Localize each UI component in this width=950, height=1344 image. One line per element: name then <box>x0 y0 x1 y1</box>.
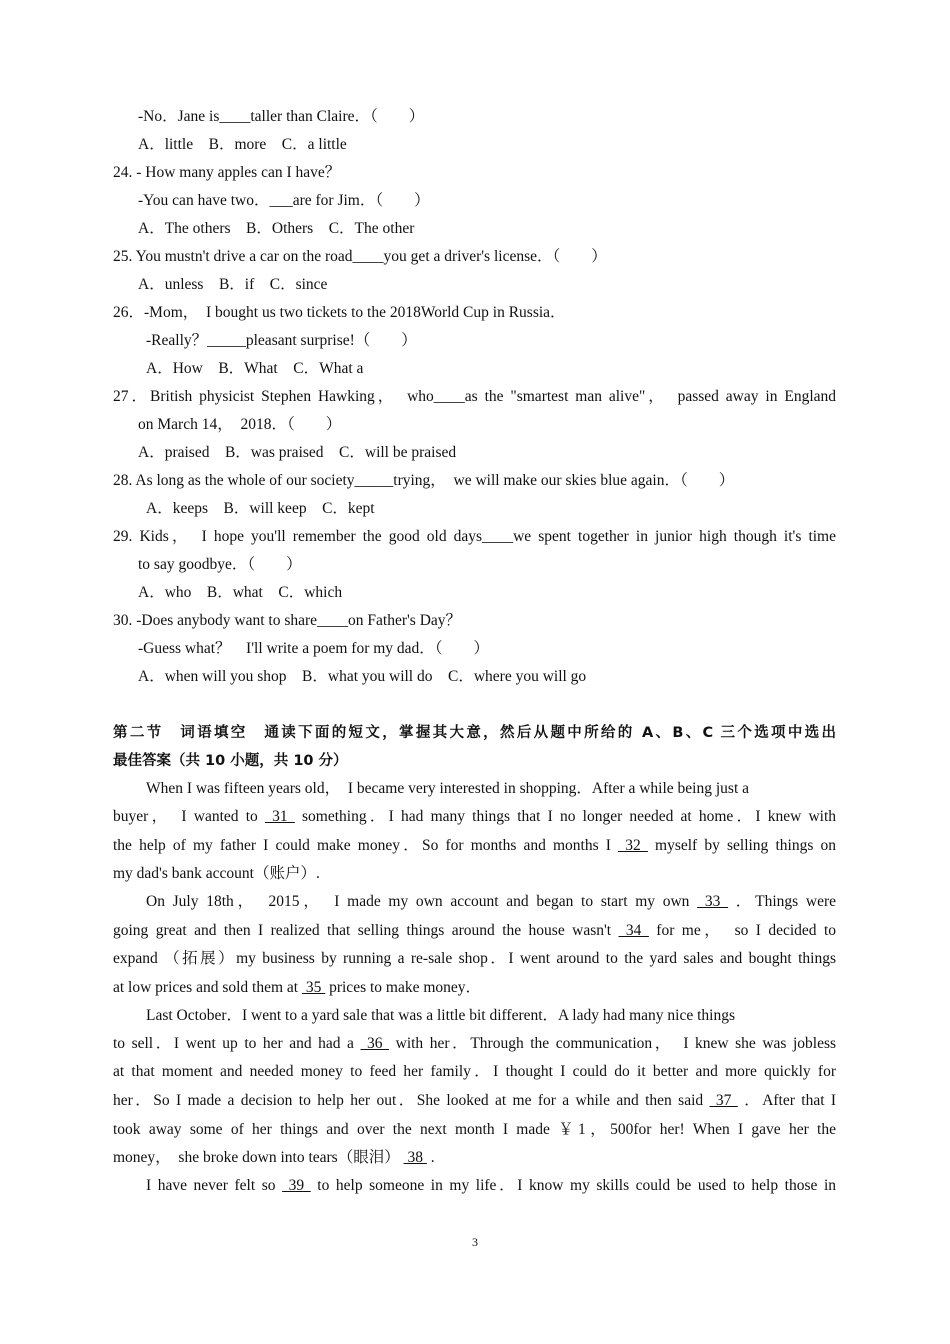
blank-number: 39 <box>282 1177 311 1194</box>
q25-options: A．unless B．if C．since <box>138 276 328 293</box>
passage-line: at low prices and sold them at 35 prices to make money． <box>113 979 482 996</box>
blank-number: 37 <box>709 1092 738 1109</box>
passage-line: When I was fifteen years old， I became very interested in shopping．After a while being just a <box>146 780 750 797</box>
q24-line1: 24. - How many apples can I have？ <box>113 164 341 181</box>
passage-line: her．So I made a decision to help her out．She looked at me for a while and then said 37 ．After that I <box>113 1092 837 1109</box>
passage-line: Last October．I went to a yard sale that was a little bit different．A lady had many nice things <box>146 1007 735 1024</box>
passage-line: going great and then I realized that selling things around the house wasn't 34 for me， so I decided to <box>113 922 837 939</box>
q29-line1: 29. Kids， I hope you'll remember the good old days____we spent together in junior high though it's time <box>113 528 836 545</box>
q27-line1: 27．British physicist Stephen Hawking， who____as the "smartest man alive"， passed away in England <box>113 388 836 405</box>
page-number: 3 <box>472 1235 478 1249</box>
q30-options: A．when will you shop B．what you will do C．where you will go <box>138 668 587 685</box>
q26-line2: -Really？_____pleasant surprise!（ ） <box>146 332 417 349</box>
q28-line: 28. As long as the whole of our society_____trying， we will make our skies blue again．（ ） <box>113 472 735 489</box>
passage-line: my dad's bank account（账户）. <box>113 865 320 882</box>
passage-line: On July 18th， 2015， I made my own account and began to start my own 33 ．Things were <box>146 893 837 910</box>
q30-line2: -Guess what？ I'll write a poem for my dad．（ ） <box>138 640 490 657</box>
blank-number: 31 <box>264 808 295 825</box>
passage-line: to sell．I went up to her and had a 36 with her．Through the communication， I knew she was jobless <box>113 1035 837 1052</box>
blank-number: 33 <box>697 893 729 910</box>
section2-heading-line2: 最佳答案（共 10 小题，共 10 分） <box>113 753 348 769</box>
blank-number: 32 <box>618 837 648 854</box>
q23-options: A．little B．more C．a little <box>138 136 347 153</box>
q24-options: A．The others B．Others C．The other <box>138 220 415 237</box>
q28-options: A．keeps B．will keep C．kept <box>146 500 375 517</box>
passage-line: the help of my father I could make money．So for months and months I 32 myself by selling things on <box>113 837 836 854</box>
q23-line: -No．Jane is____taller than Claire．（ ） <box>138 108 425 125</box>
passage-line: I have never felt so 39 to help someone in my life．I know my skills could be used to help those in <box>146 1177 837 1194</box>
blank-number: 36 <box>360 1035 390 1052</box>
q29-line2: to say goodbye．（ ） <box>138 556 302 573</box>
blank-number: 34 <box>618 922 649 939</box>
passage-line: buyer， I wanted to 31 something．I had many things that I no longer needed at home．I knew with <box>113 808 837 825</box>
passage-line: expand （拓展）my business by running a re-sale shop．I went around to the yard sales and bought things <box>113 950 836 967</box>
passage-line: money， she broke down into tears（眼泪） 38 . <box>113 1149 435 1166</box>
passage-line: took away some of her things and over the next month I made ￥1，500for her! When I gave her the <box>113 1121 836 1138</box>
passage-line: at that moment and needed money to feed her family．I thought I could do it better and more quickly for <box>113 1063 836 1080</box>
q25-line: 25. You mustn't drive a car on the road____you get a driver's license．（ ） <box>113 248 607 265</box>
q24-line2: -You can have two．___are for Jim．（ ） <box>138 192 430 209</box>
blank-number: 38 <box>403 1149 427 1166</box>
q30-line1: 30. -Does anybody want to share____on Father's Day？ <box>113 612 462 629</box>
blank-number: 35 <box>301 979 326 996</box>
q26-line1: 26．-Mom， I bought us two tickets to the 2018World Cup in Russia． <box>113 304 566 321</box>
q27-line2: on March 14， 2018．（ ） <box>138 416 342 433</box>
section2-heading-line1: 第二节 词语填空 通读下面的短文，掌握其大意，然后从题中所给的 A、B、C 三个选项中选出 <box>113 725 836 741</box>
q26-options: A．How B．What C．What a <box>146 360 364 377</box>
q29-options: A．who B．what C．which <box>138 584 343 601</box>
q27-options: A．praised B．was praised C．will be praised <box>138 444 457 461</box>
